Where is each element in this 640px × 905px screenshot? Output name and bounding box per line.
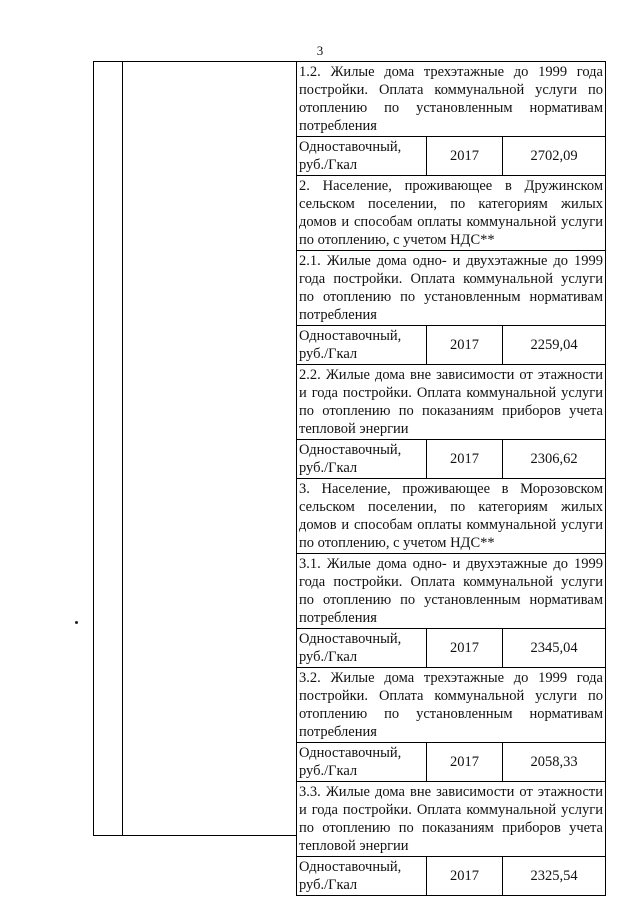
table-top-border bbox=[93, 61, 296, 62]
tariff-type-cell: Одноставочный, руб./Гкал bbox=[297, 743, 427, 781]
tariff-value-cell: 2345,04 bbox=[530, 640, 578, 656]
tariff-value-cell: 2702,09 bbox=[530, 148, 578, 164]
column-divider-2 bbox=[122, 61, 123, 836]
year-cell: 2017 bbox=[427, 857, 503, 895]
tariff-row bbox=[296, 857, 606, 896]
category-description: 2. Население, проживающее в Дружинском сельском поселении, по категориям жилых домов и способам оплаты коммунальной услуги по отоплению, с учетом НДС** bbox=[296, 176, 606, 251]
tariff-value-cell: 2325,54 bbox=[530, 868, 578, 884]
tariff-value-cell: 2259,04 bbox=[530, 337, 578, 353]
year-cell: 2017 bbox=[427, 629, 503, 667]
tariff-value-cell: 2058,33 bbox=[530, 754, 578, 770]
category-description: 3.1. Жилые дома одно- и двухэтажные до 1999 года постройки. Оплата коммунальной услуги по отоплению по установленным нормативам потребления bbox=[296, 554, 606, 629]
year-cell: 2017 bbox=[427, 326, 503, 364]
tariff-row bbox=[296, 137, 606, 176]
year-cell: 2017 bbox=[427, 137, 503, 175]
tariff-row bbox=[296, 743, 606, 782]
column-divider-1 bbox=[93, 61, 94, 836]
tariff-type-cell: Одноставочный, руб./Гкал bbox=[297, 137, 427, 175]
tariff-table bbox=[296, 61, 606, 896]
tariff-row bbox=[296, 326, 606, 365]
category-description: 2.2. Жилые дома вне зависимости от этажности и года постройки. Оплата коммунальной услуги по отоплению по показаниям приборов учета тепловой энергии bbox=[296, 365, 606, 440]
table-bottom-border bbox=[93, 835, 296, 836]
tariff-type-cell: Одноставочный, руб./Гкал bbox=[297, 440, 427, 478]
stray-mark bbox=[75, 621, 78, 624]
tariff-type-cell: Одноставочный, руб./Гкал bbox=[297, 857, 427, 895]
tariff-value-cell: 2306,62 bbox=[530, 451, 578, 467]
year-cell: 2017 bbox=[427, 440, 503, 478]
tariff-type-cell: Одноставочный, руб./Гкал bbox=[297, 629, 427, 667]
page-number: 3 bbox=[316, 43, 324, 58]
category-description: 3. Население, проживающее в Морозовском сельском поселении, по категориям жилых домов и способам оплаты коммунальной услуги по отоплению, с учетом НДС** bbox=[296, 479, 606, 554]
tariff-type-cell: Одноставочный, руб./Гкал bbox=[297, 326, 427, 364]
category-description: 2.1. Жилые дома одно- и двухэтажные до 1999 года постройки. Оплата коммунальной услуги по отоплению по установленным нормативам потребления bbox=[296, 251, 606, 326]
category-description: 3.3. Жилые дома вне зависимости от этажности и года постройки. Оплата коммунальной услуги по отоплению по показаниям приборов учета тепловой энергии bbox=[296, 782, 606, 857]
category-description: 1.2. Жилые дома трехэтажные до 1999 года постройки. Оплата коммунальной услуги по отоплению по установленным нормативам потребления bbox=[296, 62, 606, 137]
category-description: 3.2. Жилые дома трехэтажные до 1999 года постройки. Оплата коммунальной услуги по отоплению по установленным нормативам потребления bbox=[296, 668, 606, 743]
tariff-row bbox=[296, 440, 606, 479]
year-cell: 2017 bbox=[427, 743, 503, 781]
tariff-row bbox=[296, 629, 606, 668]
